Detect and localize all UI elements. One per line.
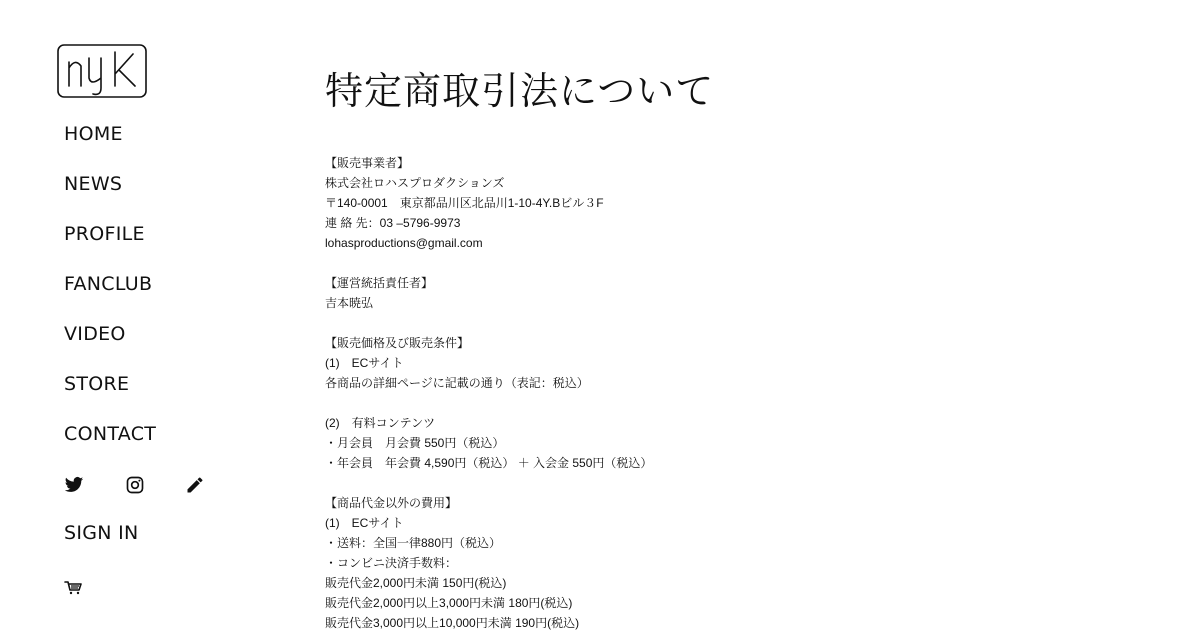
spacer (325, 473, 1145, 493)
company-email: lohasproductions@gmail.com (325, 236, 483, 250)
nav-contact[interactable]: CONTACT (64, 423, 157, 445)
spacer (325, 253, 1145, 273)
price-ec-detail: 各商品の詳細ページに記載の通り（表記：税込） (325, 376, 589, 390)
social-links (64, 475, 224, 497)
nav-home[interactable]: HOME (64, 123, 123, 145)
price-monthly-member: ・月会員 月会費 550円（税込） (325, 436, 505, 450)
nav-profile[interactable]: PROFILE (64, 223, 145, 245)
sidebar (0, 0, 260, 630)
instagram-link[interactable] (125, 475, 147, 497)
page-title: 特定商取引法について (325, 69, 715, 113)
company-address: 〒140-0001 東京都品川区北品川1-10-4Y.Bビル３F (325, 196, 604, 210)
sign-in-link[interactable]: SIGN IN (64, 522, 139, 544)
company-name: 株式会社ロハスプロダクションズ (325, 176, 505, 190)
section-heading-seller: 【販売事業者】 (325, 156, 410, 170)
spacer (325, 393, 1145, 413)
twitter-link[interactable] (64, 475, 86, 497)
note-link[interactable] (185, 475, 207, 497)
fee-tier-1: 販売代金2,000円未満 150円(税込) (325, 576, 507, 590)
nav-store[interactable]: STORE (64, 373, 130, 395)
nav-video[interactable]: VIDEO (64, 323, 126, 345)
logo-mark-icon (57, 44, 147, 98)
pencil-icon (185, 475, 205, 495)
nav-news[interactable]: NEWS (64, 173, 123, 195)
cart-link[interactable] (64, 579, 82, 595)
nyk-logo[interactable] (57, 44, 147, 98)
main-content (325, 0, 1165, 630)
section-heading-other-fees: 【商品代金以外の費用】 (325, 496, 458, 510)
spacer (325, 313, 1145, 333)
fee-tier-2: 販売代金2,000円以上3,000円未満 180円(税込) (325, 596, 573, 610)
fees-ec-heading: (1) ECサイト (325, 516, 404, 530)
price-ec-heading: (1) ECサイト (325, 356, 404, 370)
fee-tier-3: 販売代金3,000円以上10,000円未満 190円(税込) (325, 616, 580, 630)
section-heading-manager: 【運営統括責任者】 (325, 276, 434, 290)
cart-icon (64, 579, 82, 595)
manager-name: 吉本暁弘 (325, 296, 374, 310)
section-heading-price: 【販売価格及び販売条件】 (325, 336, 470, 350)
instagram-icon (125, 475, 145, 495)
legal-notice-body (325, 153, 1145, 630)
twitter-icon (64, 475, 84, 495)
company-phone: 連 絡 先：03 –5796-9973 (325, 216, 461, 230)
price-paid-content-heading: (2) 有料コンテンツ (325, 416, 436, 430)
fee-convenience-store: ・コンビニ決済手数料： (325, 556, 458, 570)
fee-shipping: ・送料：全国一律880円（税込） (325, 536, 502, 550)
price-annual-member: ・年会員 年会費 4,590円（税込） ＋ 入会金 550円（税込） (325, 456, 653, 470)
nav-fanclub[interactable]: FANCLUB (64, 273, 153, 295)
